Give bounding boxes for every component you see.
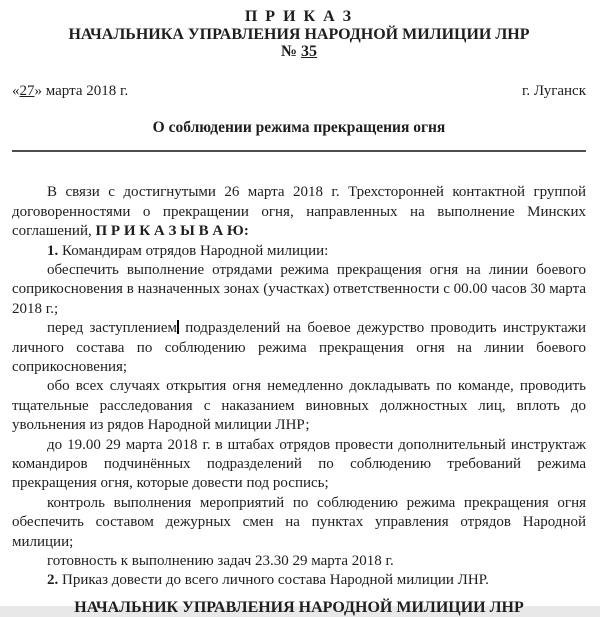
item-1-paragraph [12, 242, 586, 261]
item-2-number: 2. [47, 572, 59, 589]
date-rest: » марта 2018 г. [34, 82, 129, 99]
subitem-5-paragraph: контроль выполнения мероприятий по соблюдению режима прекращения огня обеспечить составом дежурных смен на пунктах управления отрядов Народной милиции; [12, 494, 586, 550]
divider-rule [12, 150, 586, 152]
item-1-number: 1. [47, 242, 59, 259]
intro-command: П Р И К А З Ы В А Ю: [95, 223, 249, 240]
intro-text: В связи с достигнутыми 26 марта 2018 г. Трехсторонней контактной группой договоренностями о прекращении огня, направленных на выполнение Минских соглашений, [12, 184, 586, 240]
subitem-3-paragraph: обо всех случаях открытия огня немедленно докладывать по команде, проводить тщательные расследования с наказанием виновных должностных лиц, вплоть до увольнения из рядов Народной милиции ЛНР; [12, 378, 586, 434]
subitem-6-paragraph: готовность к выполнению задач 23.30 29 марта 2018 г. [47, 553, 394, 570]
item-2-paragraph [12, 571, 586, 590]
subitem-2-after-cursor: подразделений на боевое дежурство проводить инструктажи личного состава по соблюдению режима прекращения огня на линии боевого соприкосновения; [12, 320, 587, 375]
date-value [12, 82, 128, 101]
subitem-2-before-cursor: перед заступлением [47, 320, 177, 337]
order-word: П Р И К А З [244, 8, 354, 25]
order-number-line [12, 43, 586, 61]
subitem-4-paragraph: до 19.00 29 марта 2018 г. в штабах отрядов провести дополнительный инструктаж командиров подчинённых подразделений по соблюдению требований режима прекращения огня, которые довести под роспись; [12, 436, 586, 492]
signature-title: НАЧАЛЬНИК УПРАВЛЕНИЯ НАРОДНОЙ МИЛИЦИИ ЛНР [74, 598, 524, 616]
number-sign: № [280, 43, 302, 60]
dateline [12, 82, 586, 101]
issuer-line: НАЧАЛЬНИКА УПРАВЛЕНИЯ НАРОДНОЙ МИЛИЦИИ ЛНР [68, 25, 530, 43]
subitem-2-paragraph [12, 319, 586, 377]
intro-paragraph [12, 183, 586, 241]
subitem-1-paragraph: обеспечить выполнение отрядами режима прекращения огня на линии боевого соприкосновения в назначенных зонах (участках) ответственности с 00.00 часов 30 марта 2018 г.; [12, 261, 586, 317]
item-1-text: Командирам отрядов Народной милиции: [58, 242, 329, 259]
subject-title: О соблюдении режима прекращения огня [152, 118, 446, 136]
item-2-text: Приказ довести до всего личного состава Народной милиции ЛНР. [58, 572, 489, 589]
date-day: 27 [19, 82, 35, 99]
document-body[interactable] [12, 183, 586, 591]
order-number: 35 [301, 43, 318, 60]
city-label: г. Луганск [521, 82, 586, 99]
date-quote-open: « [12, 82, 20, 99]
